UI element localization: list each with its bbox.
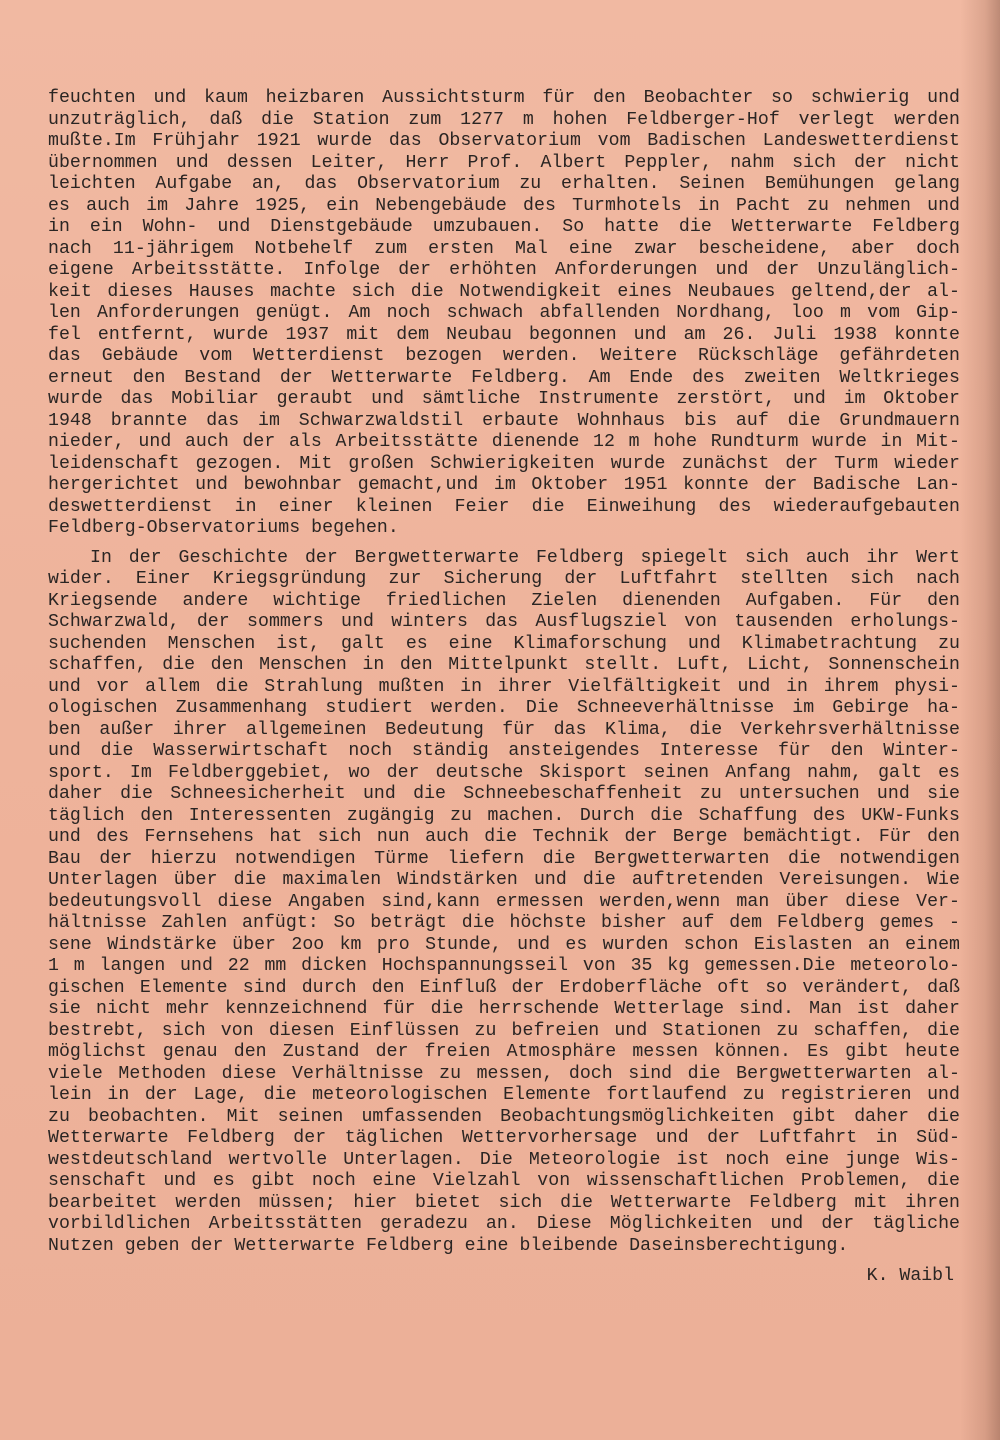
text-line: wider. Einer Kriegsgründung zur Sicherung der Luftfahrt stellten sich nach [48, 569, 960, 589]
text-line: möglichst genau den Zustand der freien Atmosphäre messen können. Es gibt heute [48, 1042, 960, 1062]
text-line: daher die Schneesicherheit und die Schneebeschaffenheit zu untersuchen und sie [48, 784, 960, 804]
text-line: und die Wasserwirtschaft noch ständig ansteigendes Interesse für den Winter- [48, 741, 960, 761]
text-line: sport. Im Feldberggebiet, wo der deutsche Skisport seinen Anfang nahm, galt es [48, 762, 960, 783]
text-line: keit dieses Hauses machte sich die Notwendigkeit eines Neubaues geltend,der al- [48, 281, 960, 302]
text-line: unzuträglich, daß die Station zum 1277 m hohen Feldberger-Hof verlegt werden [48, 109, 960, 130]
text-line: erneut den Bestand der Wetterwarte Feldberg. Am Ende des zweiten Weltkrieges [48, 367, 960, 388]
text-line: sie nicht mehr kennzeichnend für die herrschende Wetterlage sind. Man ist daher [48, 999, 960, 1019]
text-line: fel entfernt, wurde 1937 mit dem Neubau begonnen und am 26. Juli 1938 konnte [48, 324, 960, 345]
text-line: täglich den Interessenten zugängig zu machen. Durch die Schaffung des UKW-Funks [48, 805, 960, 826]
text-line: bedeutungsvoll diese Angaben sind,kann ermessen werden,wenn man über diese Ver- [48, 891, 960, 912]
text-line: westdeutschland wertvolle Unterlagen. Die Meteorologie ist noch eine junge Wis- [48, 1149, 960, 1170]
text-line: zu beobachten. Mit seinen umfassenden Beobachtungsmöglichkeiten gibt daher die [48, 1106, 960, 1127]
text-line: eigene Arbeitsstätte. Infolge der erhöhten Anforderungen und der Unzulänglich- [48, 260, 960, 280]
body-text [48, 88, 960, 1257]
paragraph-2 [48, 548, 960, 1258]
text-line: ologischen Zusammenhang studiert werden. Die Schneeverhältnisse im Gebirge ha- [48, 698, 960, 718]
text-line: übernommen und dessen Leiter, Herr Prof. Albert Peppler, nahm sich der nicht [48, 152, 960, 173]
text-line: 1 m langen und 22 mm dicken Hochspannungsseil von 35 kg gemessen.Die meteorolo- [48, 956, 960, 976]
author-signature: K. Waibl [866, 1266, 954, 1286]
text-line: Bau der hierzu notwendigen Türme liefern die Bergwetterwarten die notwendigen [48, 848, 960, 869]
text-line: leidenschaft gezogen. Mit großen Schwierigkeiten wurde zunächst der Turm wieder [48, 453, 960, 474]
text-line: hergerichtet und bewohnbar gemacht,und im Oktober 1951 konnte der Badische Lan- [48, 475, 960, 495]
text-line: bearbeitet werden müssen; hier bietet sich die Wetterwarte Feldberg mit ihren [48, 1192, 960, 1213]
text-line: sene Windstärke über 2oo km pro Stunde, und es wurden schon Eislasten an einem [48, 934, 960, 955]
text-line: es auch im Jahre 1925, ein Nebengebäude des Turmhotels in Pacht zu nehmen und [48, 195, 960, 216]
text-line: deswetterdienst in einer kleinen Feier die Einweihung des wiederaufgebauten [48, 496, 960, 517]
text-line: wurde das Mobiliar geraubt und sämtliche Instrumente zerstört, und im Oktober [48, 389, 960, 409]
text-line: feuchten und kaum heizbaren Aussichtsturm für den Beobachter so schwierig und [48, 88, 960, 108]
text-line: das Gebäude vom Wetterdienst bezogen werden. Weitere Rückschläge gefährdeten [48, 346, 960, 366]
text-line: Feldberg-Observatoriums begehen. [48, 518, 399, 538]
text-line: ben außer ihrer allgemeinen Bedeutung für das Klima, die Verkehrsverhältnisse [48, 719, 960, 740]
text-line: und des Fernsehens hat sich nun auch die Technik der Berge bemächtigt. Für den [48, 827, 960, 847]
text-line: Wetterwarte Feldberg der täglichen Wettervorhersage und der Luftfahrt in Süd- [48, 1128, 960, 1148]
text-line: schaffen, die den Menschen in den Mittelpunkt stellt. Luft, Licht, Sonnenschein [48, 655, 960, 675]
text-line: Schwarzwald, der sommers und winters das Ausflugsziel von tausenden erholungs- [48, 612, 960, 632]
text-line: nieder, und auch der als Arbeitsstätte dienende 12 m hohe Rundturm wurde in Mit- [48, 432, 960, 452]
paragraph-1 [48, 88, 960, 540]
text-line: In der Geschichte der Bergwetterwarte Feldberg spiegelt sich auch ihr Wert [90, 547, 960, 568]
text-line: lein in der Lage, die meteorologischen Elemente fortlaufend zu registrieren und [48, 1085, 960, 1105]
text-line: vorbildlichen Arbeitsstätten geradezu an. Diese Möglichkeiten und der tägliche [48, 1214, 960, 1234]
text-line: in ein Wohn- und Dienstgebäude umzubauen. So hatte die Wetterwarte Feldberg [48, 217, 960, 237]
text-line: hältnisse Zahlen anfügt: So beträgt die höchste bisher auf dem Feldberg gemes - [48, 913, 960, 933]
text-line: suchenden Menschen ist, galt es eine Klimaforschung und Klimabetrachtung zu [48, 633, 960, 654]
text-line: Kriegsende andere wichtige friedlichen Zielen dienenden Aufgaben. Für den [48, 590, 960, 611]
text-line: bestrebt, sich von diesen Einflüssen zu befreien und Stationen zu schaffen, die [48, 1020, 960, 1041]
text-line: len Anforderungen genügt. Am noch schwach abfallenden Nordhang, loo m vom Gip- [48, 303, 960, 323]
text-line: 1948 brannte das im Schwarzwaldstil erbaute Wohnhaus bis auf die Grundmauern [48, 410, 960, 431]
text-line: senschaft und es gibt noch eine Vielzahl von wissenschaftlichen Problemen, die [48, 1171, 960, 1191]
text-line: viele Methoden diese Verhältnisse zu messen, doch sind die Bergwetterwarten al- [48, 1063, 960, 1084]
text-line: mußte.Im Frühjahr 1921 wurde das Observatorium vom Badischen Landeswetterdienst [48, 131, 960, 151]
text-line: leichten Aufgabe an, das Observatorium zu erhalten. Seinen Bemühungen gelang [48, 174, 960, 194]
text-line: gischen Elemente sind durch den Einfluß der Erdoberfläche oft so verändert, daß [48, 977, 960, 998]
text-line: und vor allem die Strahlung mußten in ihrer Vielfältigkeit und in ihrem physi- [48, 676, 960, 697]
text-line: nach 11-jährigem Notbehelf zum ersten Mal eine zwar bescheidene, aber doch [48, 238, 960, 259]
text-line: Nutzen geben der Wetterwarte Feldberg eine bleibende Daseinsberechtigung. [48, 1235, 849, 1256]
paragraph-gap [48, 540, 960, 548]
text-line: Unterlagen über die maximalen Windstärken und die auftretenden Vereisungen. Wie [48, 870, 960, 890]
